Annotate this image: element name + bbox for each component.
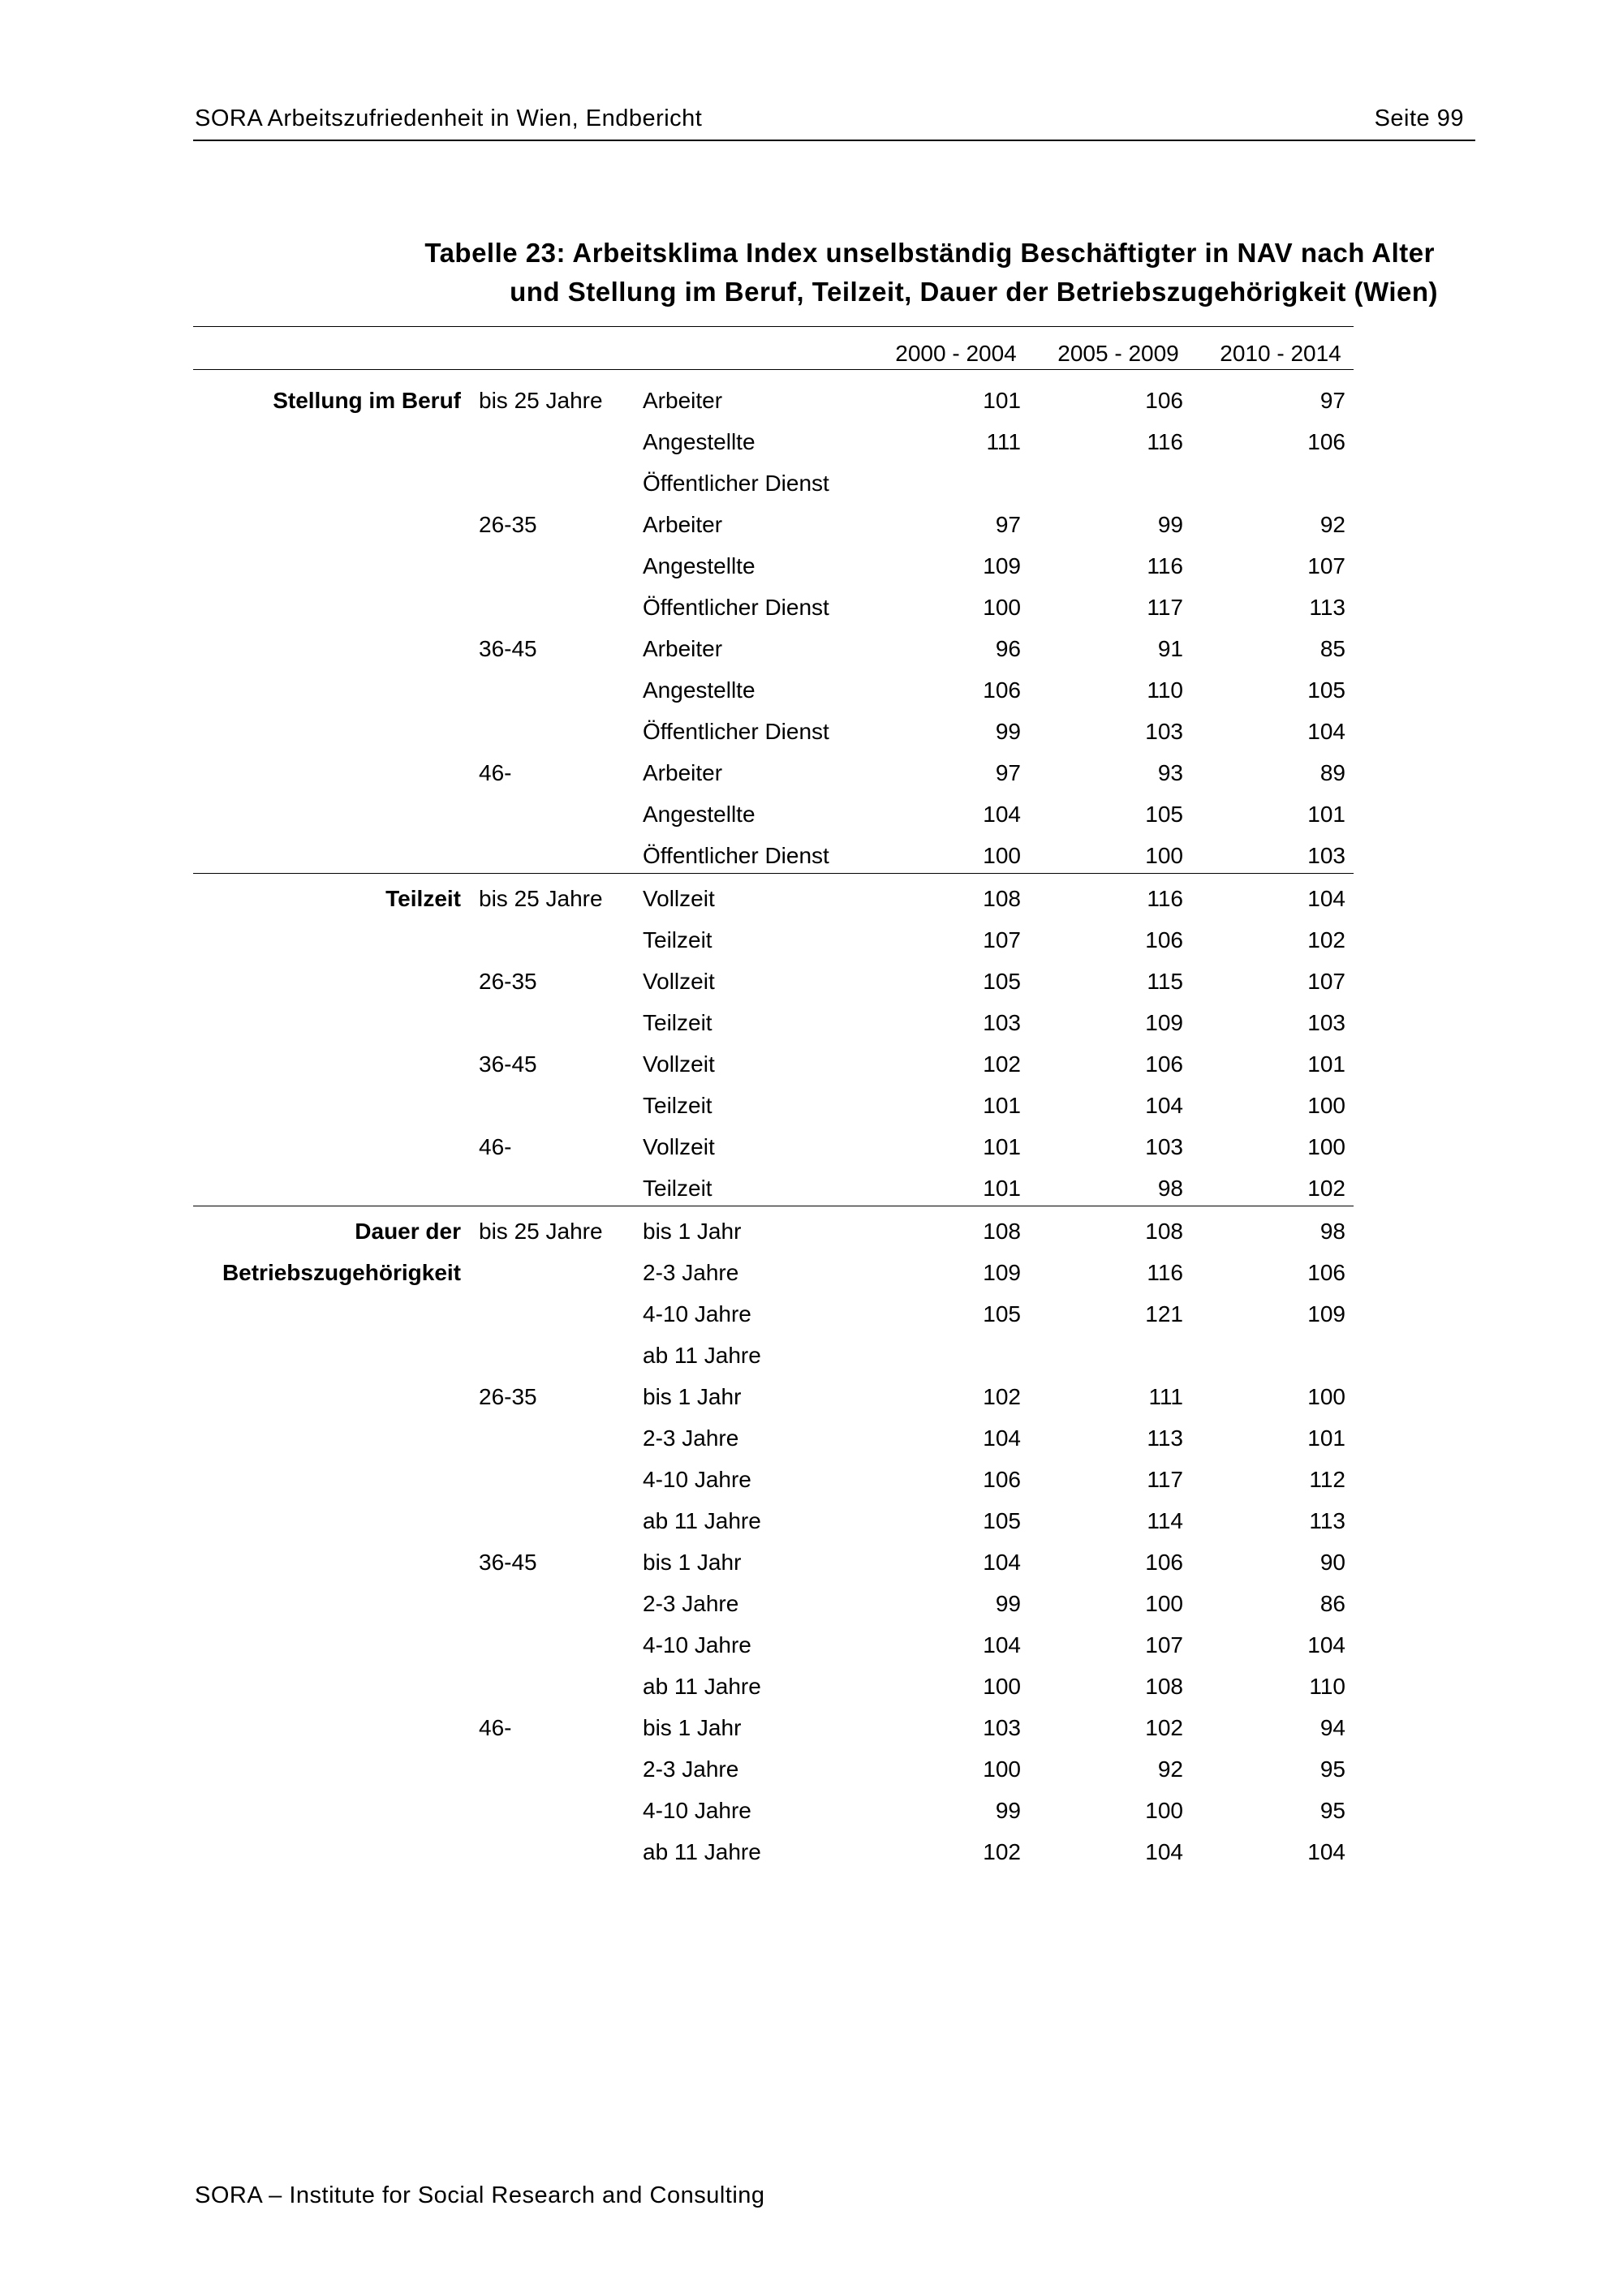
row-age-group: 26-35 xyxy=(479,1384,537,1409)
value-2000-2004: 101 xyxy=(983,1134,1021,1159)
value-2000-2004: 101 xyxy=(983,1176,1021,1201)
row-age-group: 46- xyxy=(479,1134,512,1159)
value-2010-2014: 113 xyxy=(1309,1508,1345,1533)
row-age-group: 46- xyxy=(479,1715,512,1740)
value-2005-2009: 106 xyxy=(1145,388,1183,413)
table-row xyxy=(193,1831,1354,1872)
table-row xyxy=(193,1583,1354,1624)
value-2010-2014: 86 xyxy=(1319,1591,1345,1616)
value-2010-2014: 100 xyxy=(1307,1384,1345,1409)
table-row xyxy=(193,504,1354,545)
row-section-label: Dauer der xyxy=(355,1219,461,1244)
row-category: bis 1 Jahr xyxy=(643,1715,742,1740)
row-age-group: 46- xyxy=(479,760,512,785)
value-2005-2009: 99 xyxy=(1157,512,1183,537)
row-category: 2-3 Jahre xyxy=(643,1425,739,1451)
row-age-group: 36-45 xyxy=(479,1550,537,1575)
value-2005-2009: 117 xyxy=(1147,1467,1183,1492)
value-2010-2014: 100 xyxy=(1307,1093,1345,1118)
row-category: ab 11 Jahre xyxy=(643,1674,761,1699)
table-row xyxy=(193,1085,1354,1126)
value-2000-2004: 109 xyxy=(983,553,1021,578)
value-2000-2004: 101 xyxy=(983,388,1021,413)
table-row xyxy=(193,587,1354,628)
value-2000-2004: 102 xyxy=(983,1384,1021,1409)
row-section-label: Stellung im Beruf xyxy=(273,388,461,413)
value-2000-2004: 102 xyxy=(983,1839,1021,1864)
group-divider xyxy=(193,873,1354,874)
value-2010-2014: 89 xyxy=(1319,760,1345,785)
value-2000-2004: 106 xyxy=(983,1467,1021,1492)
value-2010-2014: 107 xyxy=(1307,969,1345,994)
value-2000-2004: 100 xyxy=(983,843,1021,868)
table-row xyxy=(193,545,1354,587)
row-category: ab 11 Jahre xyxy=(643,1343,761,1368)
row-age-group: bis 25 Jahre xyxy=(479,388,603,413)
value-2010-2014: 100 xyxy=(1307,1134,1345,1159)
value-2000-2004: 100 xyxy=(983,1674,1021,1699)
value-2005-2009: 116 xyxy=(1147,553,1183,578)
value-2000-2004: 105 xyxy=(983,969,1021,994)
row-category: 4-10 Jahre xyxy=(643,1632,751,1658)
value-2005-2009: 91 xyxy=(1157,636,1183,661)
value-2010-2014: 104 xyxy=(1307,1839,1345,1864)
value-2000-2004: 104 xyxy=(983,1425,1021,1451)
value-2010-2014: 105 xyxy=(1307,677,1345,703)
value-2000-2004: 106 xyxy=(983,677,1021,703)
row-category: Vollzeit xyxy=(643,969,715,994)
row-age-group: 36-45 xyxy=(479,636,537,661)
value-2010-2014: 102 xyxy=(1307,927,1345,952)
table-row xyxy=(193,1624,1354,1666)
column-header-2000-2004: 2000 - 2004 xyxy=(895,341,1017,366)
row-category: bis 1 Jahr xyxy=(643,1384,742,1409)
value-2000-2004: 97 xyxy=(995,512,1021,537)
row-category: Vollzeit xyxy=(643,1134,715,1159)
row-category: bis 1 Jahr xyxy=(643,1550,742,1575)
value-2010-2014: 95 xyxy=(1319,1756,1345,1782)
value-2010-2014: 101 xyxy=(1307,1425,1345,1451)
value-2000-2004: 101 xyxy=(983,1093,1021,1118)
table-row xyxy=(193,1335,1354,1376)
table-row xyxy=(193,1790,1354,1831)
value-2000-2004: 111 xyxy=(986,429,1021,454)
value-2010-2014: 106 xyxy=(1307,429,1345,454)
row-category: Teilzeit xyxy=(643,1010,712,1035)
table-row xyxy=(193,752,1354,793)
value-2005-2009: 105 xyxy=(1145,802,1183,827)
value-2010-2014: 109 xyxy=(1307,1301,1345,1326)
value-2005-2009: 98 xyxy=(1157,1176,1183,1201)
row-category: Öffentlicher Dienst xyxy=(643,471,829,496)
value-2000-2004: 100 xyxy=(983,1756,1021,1782)
table-row xyxy=(193,1167,1354,1209)
row-category: Angestellte xyxy=(643,429,756,454)
value-2005-2009: 93 xyxy=(1157,760,1183,785)
value-2005-2009: 103 xyxy=(1145,719,1183,744)
value-2000-2004: 104 xyxy=(983,1632,1021,1658)
value-2000-2004: 104 xyxy=(983,1550,1021,1575)
row-category: 2-3 Jahre xyxy=(643,1756,739,1782)
row-category: 4-10 Jahre xyxy=(643,1301,751,1326)
table-row xyxy=(193,1293,1354,1335)
value-2010-2014: 85 xyxy=(1319,636,1345,661)
value-2010-2014: 104 xyxy=(1307,719,1345,744)
value-2010-2014: 104 xyxy=(1307,1632,1345,1658)
value-2005-2009: 108 xyxy=(1145,1674,1183,1699)
value-2000-2004: 108 xyxy=(983,1219,1021,1244)
table-row xyxy=(193,1748,1354,1790)
value-2005-2009: 102 xyxy=(1145,1715,1183,1740)
table-row xyxy=(193,878,1354,919)
row-age-group: 26-35 xyxy=(479,512,537,537)
table-row xyxy=(193,793,1354,835)
value-2005-2009: 100 xyxy=(1145,1798,1183,1823)
value-2000-2004: 100 xyxy=(983,595,1021,620)
table-row xyxy=(193,421,1354,462)
row-category: Arbeiter xyxy=(643,512,723,537)
value-2000-2004: 109 xyxy=(983,1260,1021,1285)
value-2010-2014: 101 xyxy=(1307,1051,1345,1077)
value-2005-2009: 107 xyxy=(1145,1632,1183,1658)
value-2010-2014: 92 xyxy=(1319,512,1345,537)
table-row xyxy=(193,628,1354,669)
table-row xyxy=(193,1541,1354,1583)
value-2010-2014: 98 xyxy=(1319,1219,1345,1244)
value-2000-2004: 105 xyxy=(983,1301,1021,1326)
table-row xyxy=(193,835,1354,876)
table-row xyxy=(193,380,1354,421)
caption-line-1: Tabelle 23: Arbeitsklima Index unselbständig Beschäftigter in NAV nach Alter xyxy=(424,238,1435,268)
value-2005-2009: 113 xyxy=(1147,1425,1183,1451)
row-category: 4-10 Jahre xyxy=(643,1467,751,1492)
row-category: Angestellte xyxy=(643,802,756,827)
table-row xyxy=(193,1043,1354,1085)
value-2005-2009: 106 xyxy=(1145,1051,1183,1077)
value-2005-2009: 104 xyxy=(1145,1839,1183,1864)
value-2010-2014: 103 xyxy=(1307,843,1345,868)
page-header xyxy=(193,102,1475,141)
value-2005-2009: 104 xyxy=(1145,1093,1183,1118)
row-category: Angestellte xyxy=(643,553,756,578)
table-row xyxy=(193,919,1354,961)
value-2010-2014: 101 xyxy=(1307,802,1345,827)
row-age-group: bis 25 Jahre xyxy=(479,1219,603,1244)
value-2010-2014: 110 xyxy=(1309,1674,1345,1699)
row-category: ab 11 Jahre xyxy=(643,1508,761,1533)
page-footer: SORA – Institute for Social Research and Consulting xyxy=(195,2182,765,2208)
value-2005-2009: 106 xyxy=(1145,1550,1183,1575)
table-row xyxy=(193,1210,1354,1252)
value-2005-2009: 114 xyxy=(1147,1508,1183,1533)
row-age-group: 36-45 xyxy=(479,1051,537,1077)
value-2000-2004: 96 xyxy=(995,636,1021,661)
row-category: Öffentlicher Dienst xyxy=(643,595,829,620)
value-2000-2004: 103 xyxy=(983,1715,1021,1740)
value-2005-2009: 108 xyxy=(1145,1219,1183,1244)
value-2005-2009: 110 xyxy=(1147,677,1183,703)
row-category: 4-10 Jahre xyxy=(643,1798,751,1823)
value-2000-2004: 105 xyxy=(983,1508,1021,1533)
row-section-label: Betriebszugehörigkeit xyxy=(222,1260,461,1285)
table-row xyxy=(193,1666,1354,1707)
row-age-group: 26-35 xyxy=(479,969,537,994)
table-row xyxy=(193,711,1354,752)
table-caption xyxy=(243,234,1461,312)
row-category: 2-3 Jahre xyxy=(643,1260,739,1285)
value-2005-2009: 121 xyxy=(1145,1301,1183,1326)
table-row xyxy=(193,1126,1354,1167)
value-2000-2004: 99 xyxy=(995,1591,1021,1616)
value-2010-2014: 113 xyxy=(1309,595,1345,620)
table-row xyxy=(193,1252,1354,1293)
value-2000-2004: 107 xyxy=(983,927,1021,952)
table-row xyxy=(193,1459,1354,1500)
table-header-row xyxy=(193,341,1354,368)
column-header-2005-2009: 2005 - 2009 xyxy=(1057,341,1179,366)
table-top-rule xyxy=(193,326,1354,327)
table-row xyxy=(193,1376,1354,1417)
value-2010-2014: 102 xyxy=(1307,1176,1345,1201)
value-2000-2004: 103 xyxy=(983,1010,1021,1035)
column-header-2010-2014: 2010 - 2014 xyxy=(1220,341,1341,366)
value-2005-2009: 92 xyxy=(1157,1756,1183,1782)
value-2000-2004: 102 xyxy=(983,1051,1021,1077)
value-2005-2009: 116 xyxy=(1147,886,1183,911)
value-2005-2009: 111 xyxy=(1148,1384,1183,1409)
value-2010-2014: 104 xyxy=(1307,886,1345,911)
value-2005-2009: 116 xyxy=(1147,1260,1183,1285)
row-category: 2-3 Jahre xyxy=(643,1591,739,1616)
table-row xyxy=(193,961,1354,1002)
value-2000-2004: 108 xyxy=(983,886,1021,911)
row-category: ab 11 Jahre xyxy=(643,1839,761,1864)
header-title: SORA Arbeitszufriedenheit in Wien, Endbericht xyxy=(195,105,703,131)
row-category: Öffentlicher Dienst xyxy=(643,843,829,868)
value-2005-2009: 100 xyxy=(1145,843,1183,868)
value-2010-2014: 94 xyxy=(1319,1715,1345,1740)
row-category: Vollzeit xyxy=(643,886,715,911)
value-2000-2004: 99 xyxy=(995,719,1021,744)
value-2005-2009: 103 xyxy=(1145,1134,1183,1159)
value-2010-2014: 112 xyxy=(1309,1467,1345,1492)
row-category: bis 1 Jahr xyxy=(643,1219,742,1244)
value-2010-2014: 107 xyxy=(1307,553,1345,578)
row-category: Arbeiter xyxy=(643,388,723,413)
value-2000-2004: 104 xyxy=(983,802,1021,827)
value-2010-2014: 95 xyxy=(1319,1798,1345,1823)
table-header-rule xyxy=(193,369,1354,370)
value-2005-2009: 109 xyxy=(1145,1010,1183,1035)
table-row xyxy=(193,1500,1354,1541)
table-row xyxy=(193,669,1354,711)
table-row xyxy=(193,1002,1354,1043)
row-section-label: Teilzeit xyxy=(385,886,461,911)
value-2010-2014: 103 xyxy=(1307,1010,1345,1035)
table-row xyxy=(193,462,1354,504)
row-category: Teilzeit xyxy=(643,1093,712,1118)
row-age-group: bis 25 Jahre xyxy=(479,886,603,911)
row-category: Arbeiter xyxy=(643,760,723,785)
value-2010-2014: 97 xyxy=(1319,388,1345,413)
row-category: Öffentlicher Dienst xyxy=(643,719,829,744)
value-2005-2009: 117 xyxy=(1147,595,1183,620)
value-2005-2009: 115 xyxy=(1147,969,1183,994)
value-2005-2009: 106 xyxy=(1145,927,1183,952)
page-number: Seite 99 xyxy=(1374,105,1464,131)
value-2010-2014: 90 xyxy=(1319,1550,1345,1575)
value-2005-2009: 100 xyxy=(1145,1591,1183,1616)
caption-line-2: und Stellung im Beruf, Teilzeit, Dauer der Betriebszugehörigkeit (Wien) xyxy=(510,277,1438,307)
value-2000-2004: 99 xyxy=(995,1798,1021,1823)
row-category: Teilzeit xyxy=(643,927,712,952)
row-category: Vollzeit xyxy=(643,1051,715,1077)
row-category: Teilzeit xyxy=(643,1176,712,1201)
value-2005-2009: 116 xyxy=(1147,429,1183,454)
value-2010-2014: 106 xyxy=(1307,1260,1345,1285)
value-2000-2004: 97 xyxy=(995,760,1021,785)
row-category: Angestellte xyxy=(643,677,756,703)
table-row xyxy=(193,1417,1354,1459)
table-row xyxy=(193,1707,1354,1748)
row-category: Arbeiter xyxy=(643,636,723,661)
